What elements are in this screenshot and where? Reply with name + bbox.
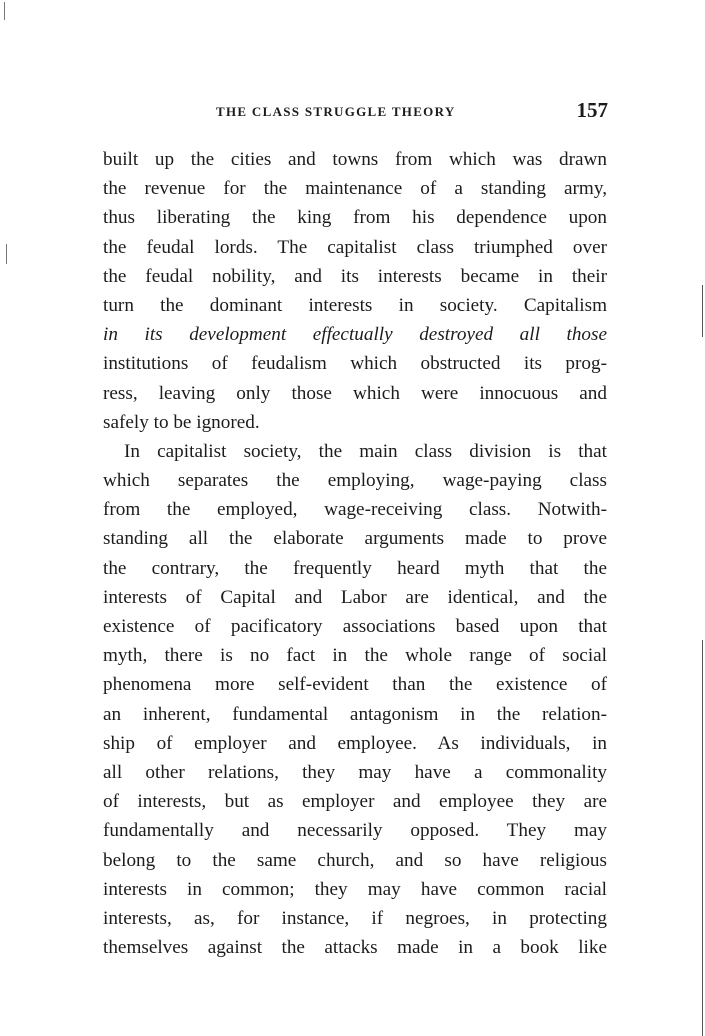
page-number: 157 <box>576 98 608 122</box>
text-line: an inherent, fundamental antagonism in the relation- <box>103 703 607 725</box>
paragraph-2 <box>103 437 607 962</box>
text-line: the revenue for the maintenance of a standing army, <box>103 178 607 200</box>
text-line: of interests, but as employer and employee they are <box>103 791 607 813</box>
scan-speck <box>4 2 5 20</box>
text-line: the contrary, the frequently heard myth that the <box>103 557 607 579</box>
scan-edge-rule <box>702 640 703 1036</box>
text-line: In capitalist society, the main class division is that <box>124 440 607 462</box>
text-line: interests of Capital and Labor are identical, and the <box>103 586 607 608</box>
body-text <box>103 145 607 962</box>
scan-speck <box>6 244 7 264</box>
text-line: myth, there is no fact in the whole range of social <box>103 645 607 667</box>
text-line: thus liberating the king from his dependence upon <box>103 207 607 229</box>
text-line: which separates the employing, wage-paying class <box>103 470 607 492</box>
text-line: ship of employer and employee. As individuals, in <box>103 732 607 754</box>
text-line: belong to the same church, and so have religious <box>103 849 607 871</box>
text-line: themselves against the attacks made in a book like <box>103 937 607 959</box>
text-line: interests in common; they may have common racial <box>103 878 607 900</box>
text-line: safely to be ignored. <box>103 411 260 433</box>
text-line: the feudal lords. The capitalist class triumphed over <box>103 236 607 258</box>
text-line: fundamentally and necessarily opposed. They may <box>103 820 607 842</box>
scan-edge-rule <box>702 285 703 337</box>
text-line: turn the dominant interests in society. Capitalism <box>103 294 607 316</box>
running-title: THE CLASS STRUGGLE THEORY <box>216 104 456 119</box>
text-line: interests, as, for instance, if negroes, in protecting <box>103 907 607 929</box>
running-head <box>103 98 608 124</box>
text-line: from the employed, wage-receiving class. Notwith- <box>103 499 607 521</box>
text-line: all other relations, they may have a commonality <box>103 761 607 783</box>
text-line: phenomena more self-evident than the existence of <box>103 674 607 696</box>
text-line: ress, leaving only those which were innocuous and <box>103 382 607 404</box>
paragraph-1 <box>103 145 607 437</box>
text-line: existence of pacificatory associations based upon that <box>103 616 607 637</box>
text-line: standing all the elaborate arguments made to prove <box>103 528 607 550</box>
text-line: built up the cities and towns from which was drawn <box>103 149 607 170</box>
text-line: the feudal nobility, and its interests became in their <box>103 265 607 287</box>
text-line-italic: in its development effectually destroyed all those <box>103 324 607 346</box>
text-line: institutions of feudalism which obstructed its prog- <box>103 353 607 375</box>
